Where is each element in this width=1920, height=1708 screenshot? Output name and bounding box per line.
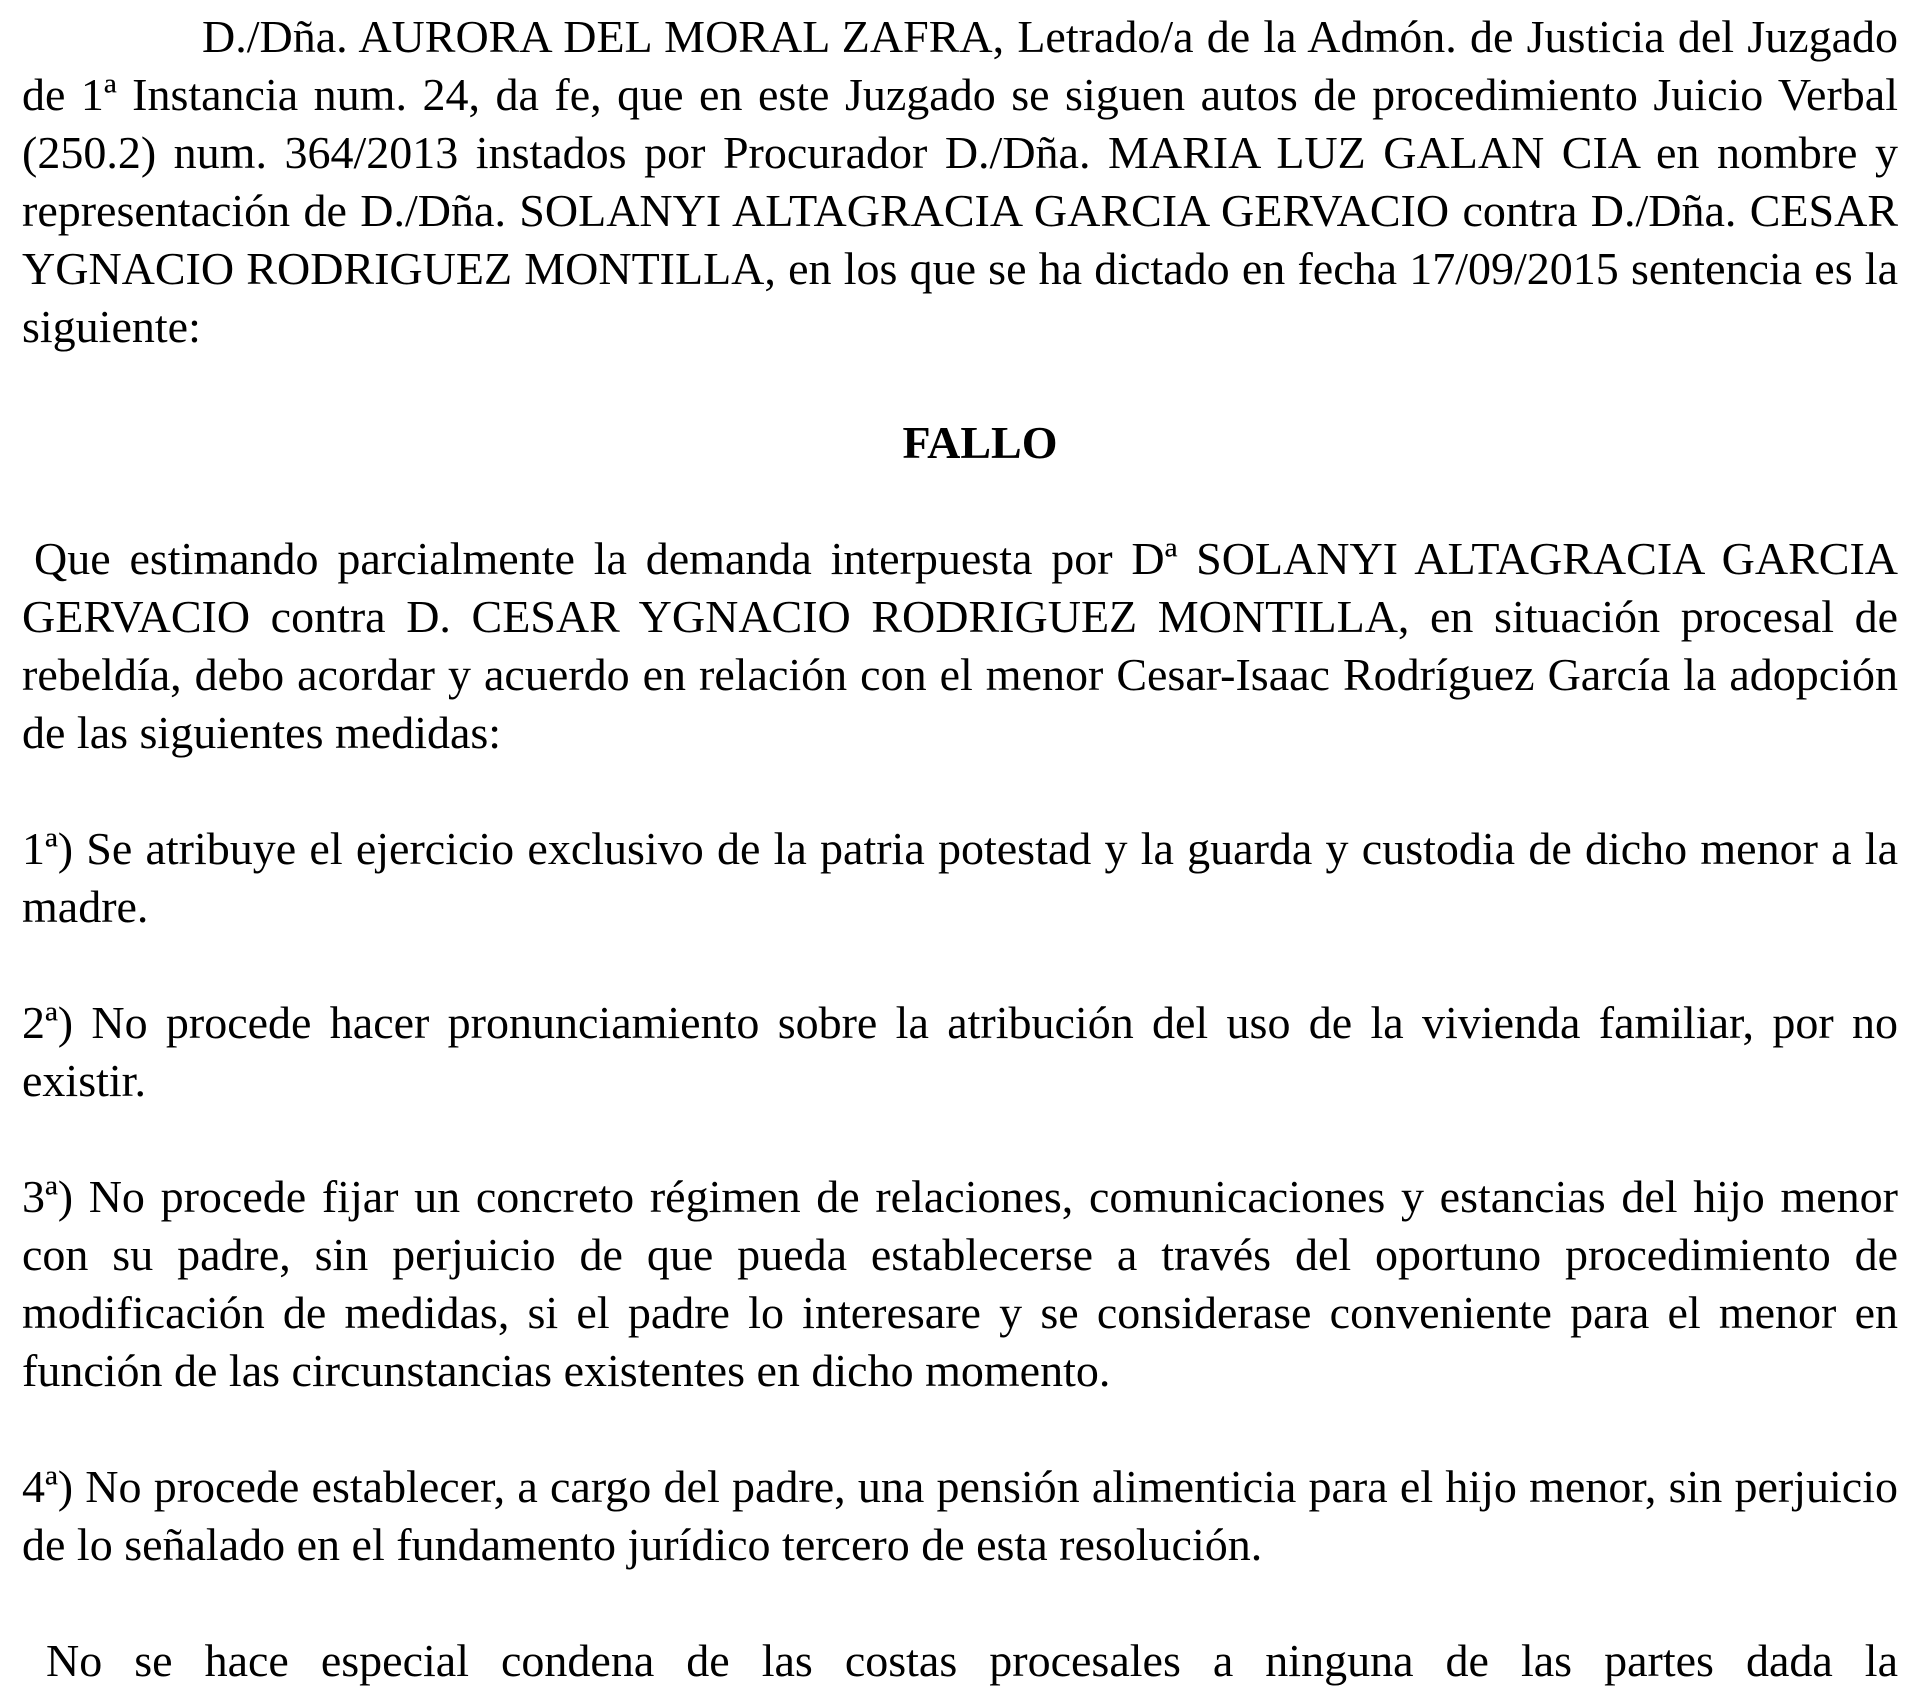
measure-text: No procede hacer pronunciamiento sobre la atribución del uso de la vivienda familiar, por no existir. — [22, 997, 1898, 1106]
measure-text: Se atribuye el ejercicio exclusivo de la patria potestad y la guarda y custodia de dicho menor a la madre. — [22, 823, 1898, 932]
spacer — [22, 356, 1898, 414]
measure-2 — [22, 994, 1898, 1110]
spacer — [22, 1110, 1898, 1168]
measure-4 — [22, 1458, 1898, 1574]
section-heading: FALLO — [902, 417, 1058, 468]
measure-1 — [22, 820, 1898, 936]
spacer — [22, 936, 1898, 994]
spacer — [22, 472, 1898, 530]
intro-paragraph: D./Dña. AURORA DEL MORAL ZAFRA, Letrado/a de la Admón. de Justicia del Juzgado de 1ª Instancia num. 24, da fe, que en este Juzgado se siguen autos de procedimiento Juicio Verbal (250.2) num. 364/2013 instados por Procurador D./Dña. MARIA LUZ GALAN CIA en nombre y representación de D./Dña. SOLANYI ALTAGRACIA GARCIA GERVACIO contra D./Dña. CESAR YGNACIO RODRIGUEZ MONTILLA, en los que se ha dictado en fecha 17/09/2015 sentencia es la siguiente: — [22, 11, 1898, 352]
spacer — [22, 1400, 1898, 1458]
document-page — [22, 8, 1898, 1690]
measure-number: 3ª) — [22, 1171, 74, 1222]
measure-text: No procede establecer, a cargo del padre, una pensión alimenticia para el hijo menor, sin perjuicio de lo señalado en el fundamento jurídico tercero de esta resolución. — [22, 1461, 1898, 1570]
spacer — [22, 1574, 1898, 1632]
measure-number: 1ª) — [22, 823, 74, 874]
costs-paragraph: No se hace especial condena de las costas procesales a ninguna de las partes dada la — [46, 1635, 1898, 1686]
measure-number: 4ª) — [22, 1461, 74, 1512]
measure-text: No procede fijar un concreto régimen de relaciones, comunicaciones y estancias del hijo menor con su padre, sin perjuicio de que pueda establecerse a través del oportuno procedimiento de modificación de medidas, si el padre lo interesare y se considerase conveniente para el menor en función de las circunstancias existentes en dicho momento. — [22, 1171, 1899, 1396]
measure-3 — [22, 1168, 1898, 1400]
ruling-paragraph: Que estimando parcialmente la demanda interpuesta por Dª SOLANYI ALTAGRACIA GARCIA GERVACIO contra D. CESAR YGNACIO RODRIGUEZ MONTILLA, en situación procesal de rebeldía, debo acordar y acuerdo en relación con el menor Cesar-Isaac Rodríguez García la adopción de las siguientes medidas: — [22, 533, 1898, 758]
measure-number: 2ª) — [22, 997, 74, 1048]
spacer — [22, 762, 1898, 820]
